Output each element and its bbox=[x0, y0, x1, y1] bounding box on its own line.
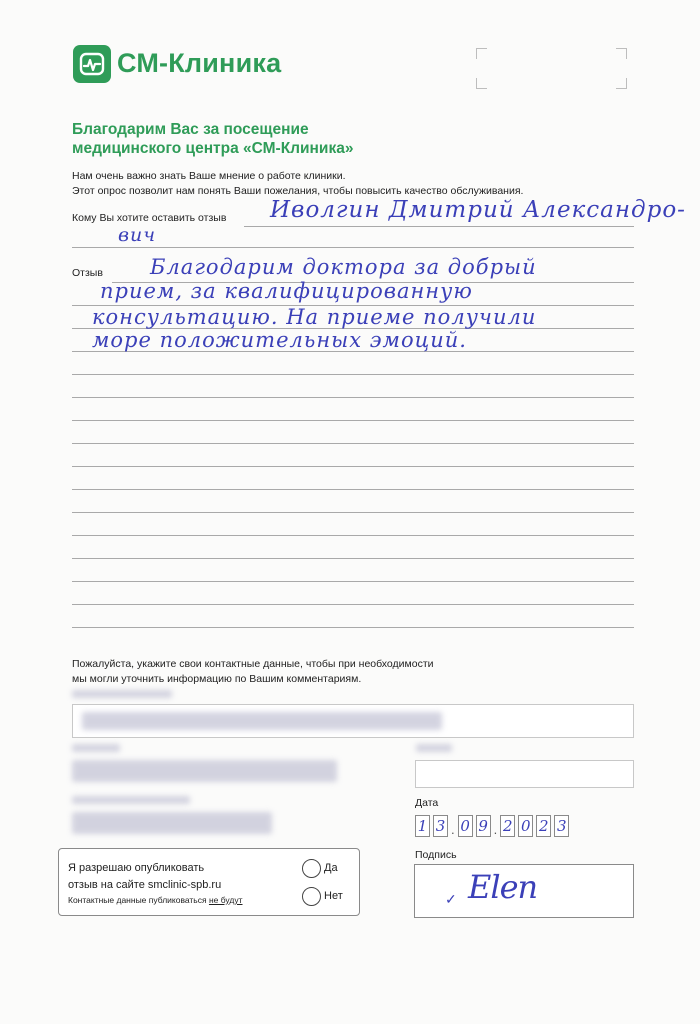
review-text-line[interactable]: прием, за квалифицированную bbox=[100, 279, 473, 303]
contact-line: мы могли уточнить информацию по Вашим комментариям. bbox=[72, 673, 362, 685]
redacted-label bbox=[72, 690, 172, 698]
review-rule bbox=[72, 466, 634, 467]
title-line: медицинского центра «СМ-Клиника» bbox=[72, 140, 354, 157]
consent-note bbox=[68, 895, 243, 905]
review-rule bbox=[72, 397, 634, 398]
review-rule bbox=[72, 558, 634, 559]
date-digit: 2 bbox=[536, 815, 551, 837]
review-rule bbox=[72, 374, 634, 375]
review-rule bbox=[72, 512, 634, 513]
recipient-rule bbox=[72, 247, 634, 248]
redacted-code bbox=[72, 812, 272, 834]
check-mark-icon: ✓ bbox=[445, 891, 457, 907]
redacted-name bbox=[82, 712, 442, 730]
review-rule bbox=[72, 489, 634, 490]
review-text-line[interactable]: море положительных эмоций. bbox=[92, 328, 467, 352]
contact-text bbox=[72, 657, 434, 687]
redacted-label bbox=[72, 744, 120, 752]
signature-label: Подпись bbox=[415, 849, 457, 861]
intro-text bbox=[72, 169, 523, 199]
redacted-label bbox=[416, 744, 452, 752]
email-field[interactable] bbox=[415, 760, 634, 788]
brand-name: СМ-Клиника bbox=[117, 48, 282, 78]
date-digit: 0 bbox=[518, 815, 533, 837]
consent-line: отзыв на сайте smclinic-spb.ru bbox=[68, 879, 222, 891]
review-rule bbox=[72, 420, 634, 421]
review-label: Отзыв bbox=[72, 267, 103, 279]
date-digit: 3 bbox=[554, 815, 569, 837]
redacted-phone bbox=[72, 760, 337, 782]
consent-line: Я разрешаю опубликовать bbox=[68, 862, 205, 874]
heartbeat-logo-icon bbox=[73, 45, 111, 83]
review-rule bbox=[72, 443, 634, 444]
recipient-value[interactable]: вич bbox=[118, 224, 157, 246]
review-text-line[interactable]: консультацию. На приеме получили bbox=[92, 305, 537, 329]
consent-note-emphasis: не будут bbox=[208, 895, 243, 905]
review-rule bbox=[72, 581, 634, 582]
date-digit: 1 bbox=[415, 815, 430, 837]
recipient-label: Кому Вы хотите оставить отзыв bbox=[72, 212, 227, 224]
radio-no-label: Нет bbox=[324, 890, 343, 902]
corner-mark bbox=[616, 48, 627, 59]
signature-value: Elen bbox=[468, 868, 538, 906]
corner-mark bbox=[616, 78, 627, 89]
redacted-label bbox=[72, 796, 190, 804]
recipient-value[interactable]: Иволгин Дмитрий Александро- bbox=[270, 197, 686, 223]
date-separator: . bbox=[451, 822, 455, 837]
recipient-rule bbox=[244, 226, 634, 227]
date-separator: . bbox=[493, 822, 498, 837]
title-line: Благодарим Вас за посещение bbox=[72, 121, 309, 138]
review-text-line[interactable]: Благодарим доктора за добрый bbox=[150, 255, 537, 279]
review-rule bbox=[72, 627, 634, 628]
radio-yes-label: Да bbox=[324, 862, 338, 874]
contact-line: Пожалуйста, укажите свои контактные данные, чтобы при необходимости bbox=[72, 658, 434, 670]
date-digit: 9 bbox=[476, 815, 491, 837]
date-digit: 0 bbox=[458, 815, 473, 837]
radio-no[interactable] bbox=[302, 887, 321, 906]
brand-logo bbox=[73, 45, 111, 83]
page-title bbox=[72, 120, 432, 158]
review-rule bbox=[72, 535, 634, 536]
review-rule bbox=[72, 604, 634, 605]
date-digit: 3 bbox=[433, 815, 448, 837]
consent-text bbox=[68, 860, 221, 894]
consent-note-text: Контактные данные публиковаться bbox=[68, 895, 209, 905]
date-field[interactable] bbox=[415, 815, 569, 837]
date-label: Дата bbox=[415, 797, 439, 809]
radio-yes[interactable] bbox=[302, 859, 321, 878]
intro-line: Этот опрос позволит нам понять Ваши пожелания, чтобы повысить качество обслуживания. bbox=[72, 185, 524, 197]
date-digit: 2 bbox=[500, 815, 515, 837]
corner-mark bbox=[476, 78, 487, 89]
intro-line: Нам очень важно знать Ваше мнение о работе клиники. bbox=[72, 170, 346, 182]
corner-mark bbox=[476, 48, 487, 59]
